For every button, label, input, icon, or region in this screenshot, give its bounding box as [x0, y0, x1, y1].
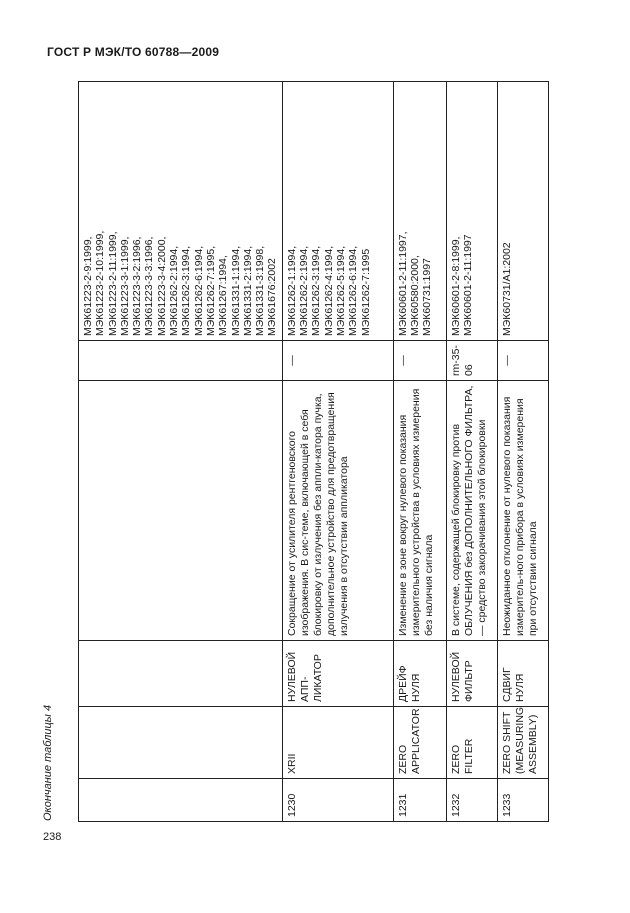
cell-ru: СДВИГ НУЛЯ [497, 641, 548, 707]
cell-code: rm-35-06 [446, 341, 497, 381]
cell-en: ZERO SHIFT (MEASURING ASSEMBLY) [497, 707, 548, 779]
table-row [282, 82, 393, 822]
reference-line: МЭК61262-3:1994, [310, 245, 323, 336]
cell-definition: Изменение в зоне вокруг нулевого показания измерительного устройства в условиях измерения без наличия сигнала [393, 381, 446, 641]
reference-line: МЭК61262-3:1994, [180, 245, 193, 336]
table-row [393, 82, 446, 822]
page-number: 238 [43, 831, 62, 843]
reference-line: МЭК61262-2:1994, [298, 245, 311, 336]
cell-references [446, 82, 497, 341]
reference-line: МЭК60601-2-8:1999, [449, 236, 462, 336]
reference-line: МЭК61223-2-9:1999, [82, 236, 94, 336]
cell-definition: Сокращение от усилителя рентгеновского изображения. В сис-теме, включающей в себя блокировку от излучения без аппли-катора пучка, дополнительное устройство для предотвращения излучения в отсутствии аппликатора [282, 381, 393, 641]
cell-code: — [393, 341, 446, 381]
reference-line: МЭК61262-6:1994, [192, 245, 205, 336]
cell-references [282, 82, 393, 341]
reference-line: МЭК61262-2:1994, [168, 245, 181, 336]
reference-line: МЭК61262-7:1995, [204, 245, 217, 336]
cell-num: 1230 [282, 779, 393, 822]
reference-line: МЭК61262-5:1994, [334, 245, 347, 336]
reference-line: МЭК61331-2:1994, [241, 245, 254, 336]
table-caption: Окончание таблицы 4 [42, 704, 54, 821]
reference-line: МЭК60580:2000, [409, 255, 422, 336]
reference-line: МЭК61223-3-3:1996, [143, 236, 156, 336]
cell-ru: НУЛЕВОЙ АПП-ЛИКАТОР [282, 641, 393, 707]
cell-en: XRII [282, 707, 393, 779]
reference-line: МЭК61223-3-2:1996, [131, 236, 144, 336]
cell-definition: В системе, содержащей блокировку против ОБЛУЧЕНИЯ без ДОПОЛНИТЕЛЬНОГО ФИЛЬТРА, — средство закорачивания этой блокировки [446, 381, 497, 641]
cell-ru: ДРЕЙФ НУЛЯ [393, 641, 446, 707]
reference-line: МЭК60731:1997 [421, 258, 434, 336]
reference-line: МЭК60601-2-11:1997, [396, 231, 409, 336]
reference-line: МЭК61262-6:1994, [347, 245, 360, 336]
cell-ru: НУЛЕВОЙ ФИЛЬТР [446, 641, 497, 707]
reference-line: МЭК61262-1:1994, [285, 245, 298, 336]
document-header: ГОСТ Р МЭК/ТО 60788—2009 [47, 45, 220, 59]
cell-code: — [497, 341, 548, 381]
cell-references [79, 82, 283, 341]
reference-line: МЭК61676:2002 [266, 258, 279, 336]
table-row-continuation [79, 82, 283, 822]
cell-num: 1233 [497, 779, 548, 822]
cell-num: 1232 [446, 779, 497, 822]
reference-line: МЭК61331-1:1994, [229, 245, 242, 336]
reference-line: МЭК61267:1994, [217, 255, 230, 336]
terms-table-rotated [78, 82, 539, 822]
cell-en [79, 707, 283, 779]
cell-num: 1231 [393, 779, 446, 822]
reference-line: МЭК61262-7:1995 [359, 248, 372, 336]
reference-line: МЭК61223-2-11:1999, [106, 231, 119, 336]
cell-references [393, 82, 446, 341]
cell-definition: Неожиданное отклонение от нулевого показания измеритель-ного прибора в условиях измерения при отсутствии сигнала [497, 381, 548, 641]
table-row [446, 82, 497, 822]
cell-ru [79, 641, 283, 707]
cell-en: ZERO APPLICATOR [393, 707, 446, 779]
reference-line: МЭК60731/А1:2002 [500, 242, 513, 336]
table-row [497, 82, 548, 822]
reference-line: МЭК61223-2-10:1999, [94, 230, 107, 336]
reference-line: МЭК60601-2-11:1997 [462, 234, 475, 336]
reference-line: МЭК61223-3-1:1999, [118, 236, 131, 336]
reference-line: МЭК61262-4:1994, [322, 245, 335, 336]
cell-definition [79, 381, 283, 641]
cell-code: — [282, 341, 393, 381]
reference-line: МЭК61223-3-4:2000, [155, 236, 168, 336]
cell-references [497, 82, 548, 341]
cell-code [79, 341, 283, 381]
reference-line: МЭК61331-3:1998, [254, 245, 267, 336]
cell-num [79, 779, 283, 822]
cell-en: ZERO FILTER [446, 707, 497, 779]
terms-table [78, 81, 549, 822]
